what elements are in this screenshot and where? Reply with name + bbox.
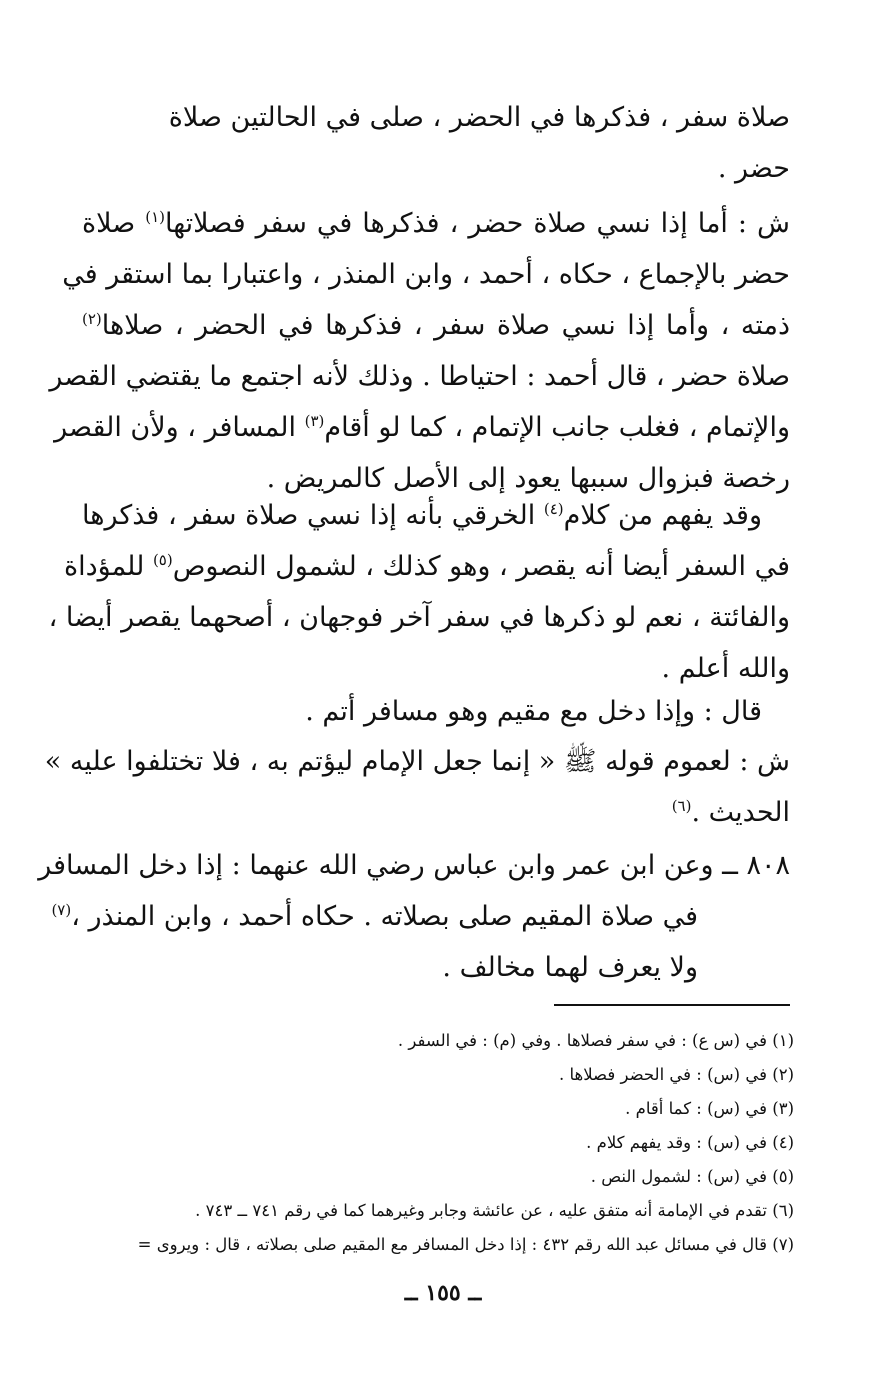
text-line: صلاة سفر ، فذكرها في الحضر ، صلى في الحالتين صلاة (168, 102, 790, 133)
text-line: وقد يفهم من كلام$^{(٤)}$ الخرقي بأنه إذا نسي صلاة سفر ، فذكرها (82, 500, 762, 531)
footnote: (٧) قال في مسائل عبد الله رقم ٤٣٢ : إذا دخل المسافر مع المقيم صلى بصلاته ، قال : ويروى = (137, 1235, 794, 1254)
text-line: رخصة فبزوال سببها يعود إلى الأصل كالمريض . (266, 463, 790, 494)
text-line: والله أعلم . (661, 653, 790, 684)
text-line: ذمته ، وأما إذا نسي صلاة سفر ، فذكرها في الحضر ، صلاها$^{(٢)}$ (82, 310, 790, 341)
footnote: (٣) في (س) : كما أقام . (625, 1099, 794, 1118)
paragraph-continuation (168, 92, 790, 194)
text-line: في صلاة المقيم صلى بصلاته . حكاه أحمد ، وابن المنذر ،$^{(٧)}$ (51, 901, 698, 932)
footnote-ref[interactable]: (٣) (304, 412, 325, 430)
commentary-paragraph (44, 736, 790, 838)
footnote-ref[interactable]: (٥) (152, 551, 173, 569)
text-line: قال : وإذا دخل مع مقيم وهو مسافر أتم . (305, 696, 762, 727)
text-line: صلاة حضر ، قال أحمد : احتياطا . وذلك لأنه اجتمع ما يقتضي القصر (49, 361, 790, 392)
text-line: ولا يعرف لهما مخالف . (442, 952, 698, 983)
text-line: ش : أما إذا نسي صلاة حضر ، فذكرها في سفر فصلاتها$^{(١)}$ صلاة (82, 208, 791, 239)
footnote: (٤) في (س) : وقد يفهم كلام . (586, 1133, 794, 1152)
commentary-paragraph (48, 490, 790, 694)
footnote: (٦) تقدم في الإمامة أنه متفق عليه ، عن عائشة وجابر وغيرهما كما في رقم ٧٤١ ــ ٧٤٣ . (195, 1201, 794, 1220)
footnote-separator (554, 1004, 790, 1006)
text-line: الحديث .$^{(٦)}$ (671, 797, 790, 828)
footnote-ref[interactable]: (٢) (82, 310, 102, 328)
footnote-ref[interactable]: (٤) (543, 500, 564, 518)
footnote: (٢) في (س) : في الحضر فصلاها . (558, 1065, 794, 1084)
text-line: في السفر أيضا أنه يقصر ، وهو كذلك ، لشمول النصوص$^{(٥)}$ للمؤداة (63, 551, 790, 582)
matn-line (72, 686, 790, 737)
text-line: حضر بالإجماع ، حكاه ، أحمد ، وابن المنذر ، واعتبارا بما استقر في (62, 259, 790, 290)
footnote-ref[interactable]: (٦) (671, 797, 692, 815)
commentary-paragraph (49, 198, 791, 504)
footnote-ref[interactable]: (٧) (51, 901, 72, 919)
text-line: ش : لعموم قوله ﷺ « إنما جعل الإمام ليؤتم به ، فلا تختلفوا عليه » (44, 746, 790, 777)
footnote-ref[interactable]: (١) (145, 208, 165, 226)
footnote: (١) في (س ع) : في سفر فصلاها . وفي (م) : في السفر . (397, 1031, 794, 1050)
footnotes (94, 1024, 794, 1262)
text-line: والفائتة ، نعم لو ذكرها في سفر آخر فوجهان ، أصحهما يقصر أيضا ، (48, 602, 790, 633)
text-line: حضر . (717, 153, 790, 184)
page-number: ــ ١٥٥ ــ (404, 1280, 482, 1306)
numbered-report (38, 840, 790, 993)
text-line: ٨٠٨ ــ وعن ابن عمر وابن عباس رضي الله عنهما : إذا دخل المسافر (38, 850, 790, 881)
text-line: والإتمام ، فغلب جانب الإتمام ، كما لو أقام$^{(٣)}$ المسافر ، ولأن القصر (54, 412, 790, 443)
footnote: (٥) في (س) : لشمول النص . (590, 1167, 794, 1186)
